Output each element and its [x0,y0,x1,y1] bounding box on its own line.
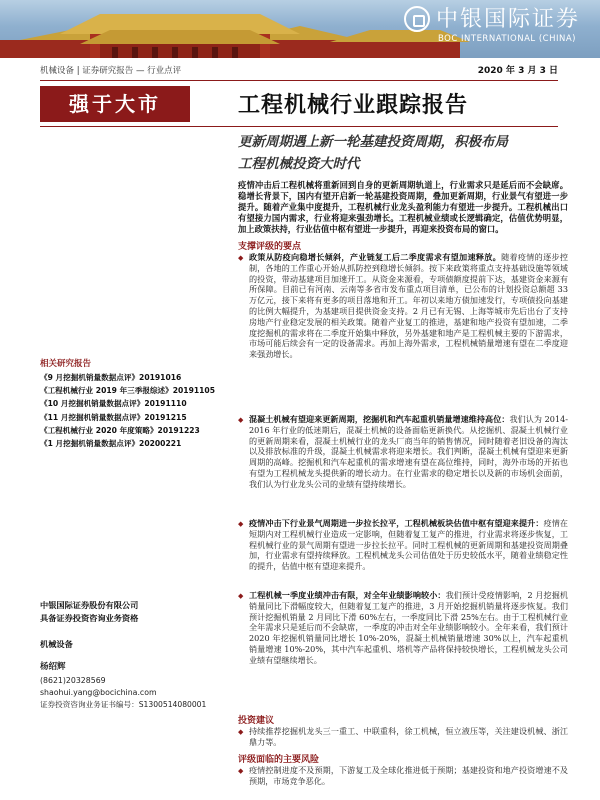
related-report-item[interactable]: 《工程机械行业 2019 年三季报综述》20191105 [40,386,216,396]
bullet-icon: ◆ [238,767,244,775]
related-report-item[interactable]: 《11 月挖掘机销量数据点评》20191215 [40,412,187,422]
related-reports-heading: 相关研究报告 [40,359,92,369]
key-point-item [238,414,568,490]
analyst-name: 杨绍辉 [40,662,66,672]
related-report-item[interactable]: 《10 月挖掘机销量数据点评》20191110 [40,399,187,409]
risk-item [238,765,568,787]
risk-body: 疫情控制进度不及预期，下游复工及全球化推进低于预期；基建投资和地产投资增速不及预期，市场竞争恶化。 [249,765,568,786]
analyst-email[interactable]: shaohui.yang@bocichina.com [40,688,157,697]
company-name: 中银国际证券股份有限公司 [40,600,139,610]
related-report-item[interactable]: 《1 月挖掘机销量数据点评》20200221 [40,439,182,449]
analyst-info [40,661,230,711]
boc-logo-icon [404,6,430,32]
section-heading-key-points: 支撑评级的要点 [238,242,302,252]
bullet-icon: ◆ [238,592,244,600]
report-subtitle [238,131,568,175]
investment-item [238,726,568,748]
related-reports-list [40,371,230,450]
report-abstract: 疫情冲击后工程机械将重新回到自身的更新周期轨道上，行业需求只是延后而不会缺席。稳增长背景下，国内有望开启新一轮基建投资周期，叠加更新周期，行业景气有望进一步提升。随着产业集中度提升，工程机械行业龙头盈利能力有望进一步提升。工程机械出口有望接力国内需求，行业将迎来强劲增长。工程机械业绩或长逻辑确定，估值优势明显，加上政策扶持，行业估值中枢有望进一步提升，再迎来投资布局的窗口。 [238,180,568,234]
rating-label: 强于大市 [69,92,161,116]
section-heading-investment: 投资建议 [238,716,275,726]
key-point-lead: 工程机械一季度业绩冲击有限，对全年业绩影响较小： [249,590,446,600]
report-category: 机械设备 | 证券研究报告 — 行业点评 [40,66,182,76]
key-point-body: 疫情在短期内对工程机械行业造成一定影响，但随着复工复产的推进，行业需求将逐步恢复，工程机械行业的景气周期有望进一步拉长拉平。同时工程机械的更新周期和基建投资周期叠加，行业需求有望持续释放。工程机械龙头公司估值处于历史较低水平，随着业绩稳定性的提升，估值中枢有望迎来提升。 [249,518,568,572]
brand-logo-block [404,2,594,56]
related-report-item[interactable]: 《工程机械行业 2020 年度策略》20191223 [40,425,200,435]
related-report-item[interactable]: 《9 月挖掘机销量数据点评》20191016 [40,373,182,382]
key-point-item [238,252,568,360]
key-point-lead: 政策从防疫向稳增长倾斜，产业链复工后二季度需求有望加速释放。 [249,252,502,262]
key-point-lead: 疫情冲击下行业景气周期进一步拉长拉平，工程机械板块估值中枢有望迎来提升： [249,518,544,528]
subtitle-line: 更新周期遇上新一轮基建投资周期，积极布局 [238,134,508,150]
industry-label: 机械设备 [40,639,73,649]
brand-name-en: BOC INTERNATIONAL (CHINA) [438,34,576,44]
brand-name-cn: 中银国际证券 [436,7,581,32]
key-point-body: 我们认为 2014-2016 年行业的低迷期后，混凝土机械的设备面临更新换代。从挖掘机、混凝土机械行业的更新周期来看，混凝土机械行业的龙头厂商当年的销售情况，同时随着老旧设备的淘汰以及排放标准的升级，混凝土机械需求将迎来增长。我们判断，混凝土机械有望迎来更新周期的高峰。挖掘机和汽车起重机的需求增速有望在高位维持，同时，海外市场的开拓也有望为工程机械龙头提供新的增长动力。在行业需求的稳定增长以及新的市场机会面前，我们认为行业龙头公司的业绩有望持续增长。 [249,414,568,489]
company-info [40,599,230,625]
key-point-lead: 混凝土机械有望迎来更新周期，挖掘机和汽车起重机销量增速维持高位： [249,414,510,424]
title-divider [40,126,558,127]
bullet-icon: ◆ [238,254,244,262]
key-point-body: 我们预计受疫情影响，2 月挖掘机销量同比下滑幅度较大，但随着复工复产的推进，3 月开始挖掘机销量将逐步恢复。我们预计挖掘机销量 2 月同比下滑 60%左右，一季度同比下滑 25%左右。由于工程机械行业全年需求只是延后而不会缺席，一季度的冲击对全年业绩影响较小。全年来看，我们预计 2020 年挖掘机销量同比增长 10%-20%，混凝土机械销量增速 30%以上，汽车起重机销量增速 10%-20%，其中汽车起重机、塔机等产品将保持较快增长，工程机械龙头公司业绩有望继续增长。 [249,590,568,665]
bullet-icon: ◆ [238,728,244,736]
analyst-license: 证券投资咨询业务证书编号：S1300514080001 [40,700,207,709]
key-point-item [238,518,568,572]
bullet-icon: ◆ [238,416,244,424]
analyst-phone: (8621)20328569 [40,676,106,685]
subtitle-line: 工程机械投资大时代 [238,156,360,172]
report-header [40,58,558,81]
rating-block [40,86,190,122]
key-point-item [238,590,568,666]
investment-body: 持续推荐挖掘机龙头三一重工、中联重科，徐工机械，恒立液压等，关注建设机械、浙江鼎力等。 [249,726,568,747]
section-heading-risks: 评级面临的主要风险 [238,755,320,765]
header-banner [0,0,600,58]
company-qualification: 具备证券投资咨询业务资格 [40,613,139,623]
key-point-body: 随着疫情的逐步控制，各地的工作重心开始从抓防控到稳增长倾斜。按下来政策将重点支持基础设施等领域的投资，带动基建项目加速开工。从资金来源看，专项债额度提前下达，基建资金来源有所保障。目前已有河南、云南等多省市发布重点项目清单，已公布的计划投资总额超 33 万亿元，接下来将有更多的项目落地和开工。年初以来地方债加速发行，专项债投向基建的比例大幅提升，为基建项目提供资金支持。2 月已有无锡、上海等城市先后出台了支持房地产行业稳定发展的相关政策。随着产业复工的推进，基建和地产投资有望加速，二季度挖掘机的需求将在二季度开始集中释放，另外基建和地产是工程机械主要的下游需求，市场可能后续会有一定的设备需求。再加上海外需求，工程机械销量增速有望在二季度迎来强劲增长。 [249,252,568,360]
bullet-icon: ◆ [238,520,244,528]
report-date: 2020 年 3 月 3 日 [477,66,558,76]
report-title: 工程机械行业跟踪报告 [238,92,469,118]
